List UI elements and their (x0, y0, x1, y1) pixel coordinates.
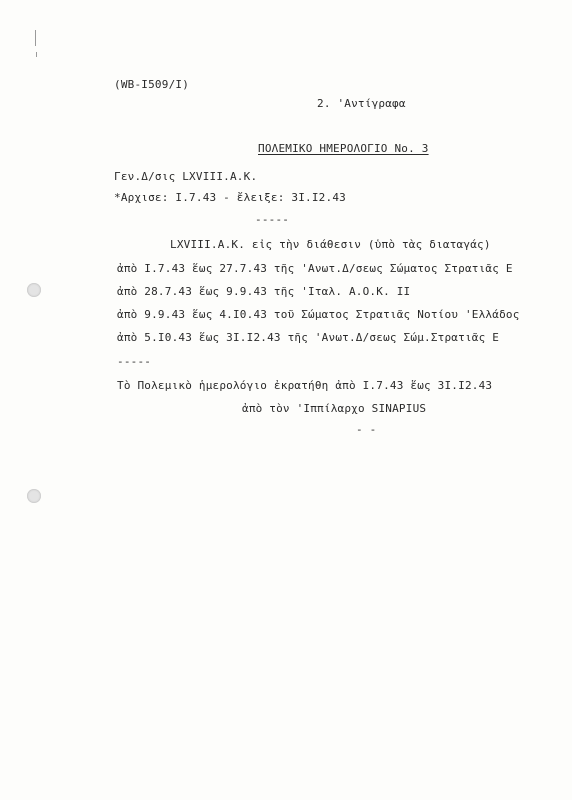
separator: ----- (255, 213, 290, 226)
margin-mark (36, 52, 37, 57)
end-mark: - - (356, 423, 377, 436)
period-line: ἀπὸ I.7.43 ἕως 27.7.43 τῆς 'Ανωτ.Δ/σεως Σώματος Στρατιᾶς Ε (117, 262, 513, 275)
separator: ----- (117, 355, 152, 368)
margin-mark (35, 30, 36, 46)
document-title: ΠΟΛΕΜΙΚΟ ΗΜΕΡΟΛΟΓΙΟ No. 3 (258, 142, 429, 155)
intro-line: LXVIII.Α.Κ. εἰς τὴν διάθεσιν (ὑπὸ τὰς διαταγάς) (170, 238, 491, 251)
period-line: ἀπὸ 5.I0.43 ἕως 3I.I2.43 τῆς 'Ανωτ.Δ/σεως Σώμ.Στρατιᾶς Ε (117, 331, 500, 344)
date-range: *Αρχισε: I.7.43 - ἔλειξε: 3I.I2.43 (114, 191, 346, 204)
headquarters: Γεν.Δ/σις LXVIII.Α.Κ. (114, 170, 258, 183)
punch-hole (27, 283, 41, 297)
kept-line: Τὸ Πολεμικὸ ἡμερολόγιο ἐκρατήθη ἀπὸ I.7.43 ἕως 3I.I2.43 (117, 379, 493, 392)
copy-label: 2. 'Αντίγραφα (317, 97, 406, 110)
reference-number: (WB-I509/I) (114, 78, 190, 91)
punch-hole (27, 489, 41, 503)
period-line: ἀπὸ 28.7.43 ἕως 9.9.43 τῆς 'Ιταλ. Α.Ο.Κ. II (117, 285, 411, 298)
period-line: ἀπὸ 9.9.43 ἕως 4.I0.43 τοῦ Σώματος Στρατιᾶς Νοτίου 'Ελλάδος (117, 308, 520, 321)
kept-by-line: ἀπὸ τὸν 'Ιππίλαρχο SINAPIUS (242, 402, 427, 415)
